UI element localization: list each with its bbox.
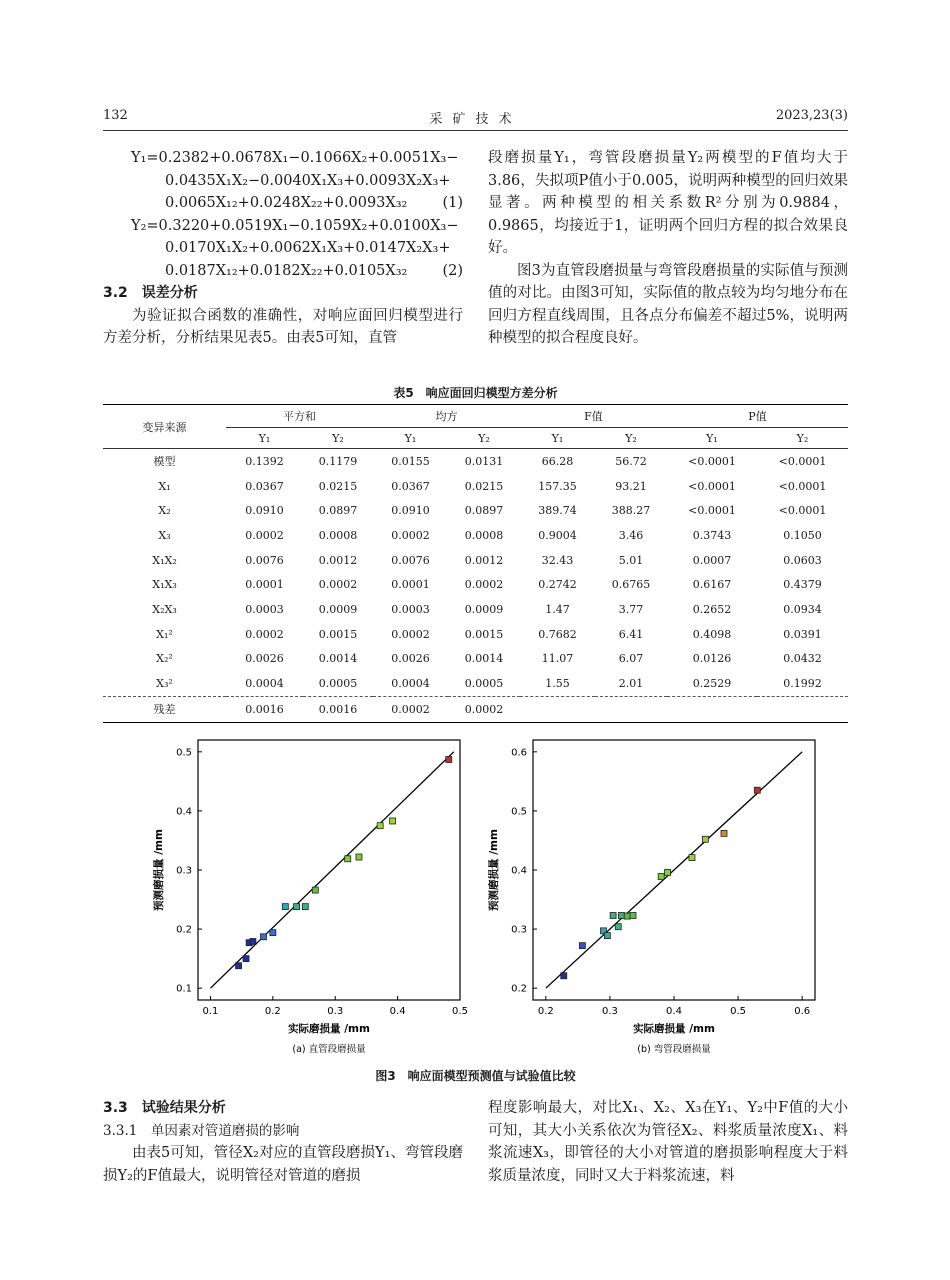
table-cell: 0.0002 [245, 528, 284, 542]
subheader-y2: Y₂ [625, 431, 637, 445]
chart-a-data-point [294, 904, 300, 910]
table-row [103, 548, 848, 573]
chart-b-y-axis-label: 预测磨损量 /mm [488, 829, 500, 911]
table-cell-source: X₃² [156, 677, 173, 691]
table-cell: 0.0076 [245, 553, 284, 567]
table-cell: 5.01 [618, 553, 644, 567]
chart-b-x-tick-label: 0.5 [730, 1006, 747, 1017]
table-cell: 0.0001 [245, 578, 284, 592]
table-cell: 0.6167 [692, 578, 732, 592]
subheader-y1: Y₁ [404, 431, 417, 445]
subheader-y1: Y₁ [706, 431, 718, 445]
chart-b-data-point [665, 869, 671, 875]
chart-b-data-point [618, 913, 624, 919]
equation-2-number: (2) [442, 262, 463, 279]
chart-a-straight-pipe [150, 735, 470, 1060]
table-row [103, 572, 848, 597]
table-cell: 0.0014 [318, 652, 358, 666]
chart-b-data-point [702, 836, 708, 842]
subheader-y2: Y₂ [478, 431, 490, 445]
chart-b-x-tick-label: 0.3 [601, 1006, 618, 1017]
subheader-y1: Y₁ [258, 431, 271, 445]
chart-a-data-point [356, 854, 362, 860]
table-cell: 56.72 [615, 454, 647, 468]
table-row [103, 597, 848, 622]
equation-2-line-2: 0.0170X₁X₂+0.0062X₁X₃+0.0147X₂X₃+ [165, 240, 451, 256]
table-cell: 2.01 [618, 677, 644, 691]
equation-1-line-2: 0.0435X₁X₂−0.0040X₁X₃+0.0093X₂X₃+ [165, 172, 451, 189]
chart-b-data-point [658, 874, 664, 880]
section-3-2-heading: 3.2 误差分析 [103, 285, 198, 301]
chart-a-x-tick-label: 0.5 [452, 1006, 468, 1017]
section-3-3-heading: 3.3 试验结果分析 [103, 1100, 226, 1116]
table-5-body [103, 449, 848, 697]
table-cell: 0.0367 [391, 479, 430, 493]
table-cell: 6.07 [618, 652, 644, 666]
table-5-caption: 表5 响应面回归模型方差分析 [393, 386, 558, 400]
table-cell: 0.0015 [464, 627, 504, 641]
subheader-y2: Y₂ [796, 431, 809, 445]
table-cell: <0.0001 [688, 479, 736, 493]
table-cell: 3.46 [618, 528, 644, 542]
chart-a-x-tick-label: 0.2 [264, 1006, 281, 1017]
table-cell: 0.0015 [318, 627, 358, 641]
table-cell: 0.0934 [783, 602, 822, 616]
left-column-bottom [103, 1097, 463, 1187]
table-header-source: 变异来源 [103, 405, 226, 449]
table-row [103, 671, 848, 696]
chart-a-x-tick-label: 0.4 [389, 1006, 406, 1017]
table-cell: 0.0005 [464, 677, 504, 691]
chart-b-data-point [604, 933, 610, 939]
table-5 [103, 404, 848, 723]
chart-b-panel-label: (b) 弯管段磨损量 [637, 1044, 711, 1055]
chart-b-x-axis-label: 实际磨损量 /mm [633, 1023, 715, 1035]
issue-info: 2023,23(3) [775, 108, 848, 123]
running-header [103, 108, 848, 131]
section-3-3-para-1: 由表5可知，管径X₂对应的直管段磨损Y₁、弯管段磨损Y₂的F值最大，说明管径对管道的磨损 [103, 1145, 463, 1184]
chart-b-y-tick-label: 0.3 [511, 924, 527, 936]
chart-b-bent-pipe [485, 735, 825, 1060]
chart-a-x-tick-label: 0.1 [202, 1006, 219, 1017]
chart-b-y-tick-label: 0.2 [511, 983, 527, 995]
table-cell: 0.0009 [318, 602, 358, 616]
table-cell: 0.0002 [391, 627, 430, 641]
chart-b-x-tick-label: 0.2 [537, 1006, 554, 1017]
table-cell: 0.0003 [245, 602, 284, 616]
table-cell: 0.0155 [391, 454, 430, 468]
table-row [103, 523, 848, 548]
table-cell: 66.28 [541, 454, 574, 468]
table-header-f-value: F值 [520, 405, 667, 428]
table-cell: 0.2652 [692, 602, 732, 616]
chart-a-y-tick-label: 0.3 [176, 865, 192, 877]
table-cell: 0.0126 [692, 652, 732, 666]
table-cell: 0.0131 [464, 454, 504, 468]
table-cell: 0.4098 [692, 627, 732, 641]
table-row [103, 622, 848, 647]
table-cell: <0.0001 [778, 504, 827, 518]
chart-b-x-tick-label: 0.6 [794, 1006, 811, 1017]
table-cell: 0.0005 [318, 677, 358, 691]
equation-2-line-3: 0.0187X₁₂+0.0182X₂₂+0.0105X₃₂ (2) [103, 260, 463, 283]
chart-a-data-point [282, 904, 288, 910]
page-number: 132 [103, 108, 128, 123]
table-cell: 0.6765 [611, 578, 651, 592]
table-cell: 0.4379 [783, 578, 822, 592]
table-cell: 0.0016 [303, 696, 373, 722]
table-cell: 0.0016 [226, 696, 303, 722]
table-cell-source: X₁X₂ [152, 553, 177, 567]
table-cell: <0.0001 [778, 454, 827, 468]
table-cell: 6.41 [618, 627, 644, 641]
table-cell: 0.0215 [464, 479, 504, 493]
table-header-p-value: P值 [667, 405, 848, 428]
table-row [103, 474, 848, 499]
subheader-y2: Y₂ [332, 431, 344, 445]
chart-a-fit-line [210, 752, 453, 988]
chart-a-data-point [446, 757, 452, 763]
table-cell: 0.1179 [318, 454, 358, 468]
chart-b-data-point [689, 855, 695, 861]
table-header-mean-square: 均方 [373, 405, 520, 428]
chart-b-x-tick-label: 0.4 [666, 1006, 682, 1017]
table-cell-source: X₁ [158, 479, 171, 493]
section-3-2-para-1: 为验证拟合函数的准确性，对响应面回归模型进行方差分析，分析结果见表5。由表5可知，直管 [103, 307, 463, 346]
chart-a-y-tick-label: 0.2 [176, 924, 192, 936]
chart-b-y-tick-label: 0.5 [511, 806, 527, 818]
table-cell: 0.0001 [391, 578, 430, 592]
table-cell-source: X₂X₃ [152, 602, 177, 616]
journal-name: 采矿技术 [429, 112, 522, 127]
right-column-top [488, 147, 848, 350]
table-cell: 0.1050 [783, 528, 822, 542]
table-cell-source: X₁X₃ [152, 578, 177, 592]
chart-b-data-point [561, 973, 567, 979]
table-cell: 0.0002 [448, 696, 520, 722]
table-cell: 0.0004 [391, 677, 430, 691]
table-cell: 0.0012 [464, 553, 504, 567]
chart-a-x-tick-label: 0.3 [327, 1006, 344, 1017]
table-cell: 0.7682 [538, 627, 577, 641]
chart-a-data-point [250, 939, 256, 945]
chart-a-data-point [377, 823, 383, 829]
equation-1-number: (1) [442, 195, 463, 211]
chart-a-y-tick-label: 0.5 [176, 747, 192, 759]
table-cell: 0.1992 [783, 677, 822, 691]
table-cell: 0.0003 [391, 602, 430, 616]
table-cell: 0.0004 [245, 677, 284, 691]
table-cell: 0.0002 [464, 578, 504, 592]
table-cell: 388.27 [611, 504, 651, 518]
chart-a-y-axis-label: 预测磨损量 /mm [153, 829, 165, 911]
chart-a-data-point [270, 930, 276, 936]
section-3-3-1-heading: 3.3.1 单因素对管道磨损的影响 [103, 1122, 300, 1139]
chart-a-data-point [261, 934, 267, 940]
table-cell: 0.0008 [464, 528, 504, 542]
section-3-2-para-1-continued: 段磨损量Y₁，弯管段磨损量Y₂两模型的F值均大于3.86，失拟项P值小于0.005，说明两种模型的回归效果显著。两种模型的相关系数R²分别为0.9884，0.9865，均接近于1，证明两个回归方程的拟合效果良好。 [488, 150, 848, 256]
table-cell: 93.21 [615, 479, 647, 493]
table-cell: 389.74 [538, 504, 577, 518]
section-3-3-para-1-continued: 程度影响最大，对比X₁、X₂、X₃在Y₁、Y₂中F值的大小可知，其大小关系依次为管径X₂、料浆质量浓度X₁、料浆流速X₃，即管径的大小对管道的磨损影响程度大于料浆质量浓度，同时又大于料浆流速，料 [488, 1100, 848, 1184]
chart-a-data-point [302, 904, 308, 910]
table-cell: 0.0009 [464, 602, 504, 616]
chart-b-fit-line [546, 752, 802, 988]
table-cell: 0.9004 [538, 528, 577, 542]
table-header-sum-of-squares: 平方和 [226, 405, 373, 428]
table-cell: 0.3743 [692, 528, 732, 542]
table-cell: 0.0002 [373, 696, 448, 722]
table-cell: 32.43 [541, 553, 574, 567]
chart-b-y-tick-label: 0.4 [511, 865, 527, 877]
equation-1-line-1: Y₁=0.2382+0.0678X₁−0.1066X₂+0.0051X₃− [131, 150, 459, 166]
equation-1-line-3: 0.0065X₁₂+0.0248X₂₂+0.0093X₃₂ (1) [103, 192, 463, 215]
chart-a-data-point [345, 856, 351, 862]
table-cell: 0.0897 [318, 504, 358, 518]
table-cell: 0.0910 [245, 504, 284, 518]
figure-3-caption: 图3 响应面模型预测值与试验值比较 [375, 1069, 576, 1083]
table-cell: <0.0001 [688, 504, 736, 518]
table-cell: 0.0002 [318, 578, 358, 592]
table-cell: 0.0002 [391, 528, 430, 542]
table-cell: 0.0367 [245, 479, 284, 493]
table-cell: 0.0008 [318, 528, 358, 542]
chart-a-data-point [243, 956, 249, 962]
right-column-bottom [488, 1097, 848, 1187]
chart-a-x-axis-label: 实际磨损量 /mm [288, 1023, 370, 1035]
table-cell: 0.0897 [464, 504, 504, 518]
table-cell: 0.0012 [318, 553, 358, 567]
table-cell: 0.0391 [783, 627, 822, 641]
chart-a-data-point [312, 887, 318, 893]
chart-a-panel-label: (a) 直管段磨损量 [292, 1044, 366, 1055]
table-cell-source: 模型 [153, 455, 176, 469]
chart-b-data-point [579, 943, 585, 949]
table-cell: 0.1392 [245, 454, 284, 468]
chart-b-data-point [754, 787, 760, 793]
table-cell: 0.0014 [464, 652, 504, 666]
table-cell: <0.0001 [778, 479, 827, 493]
chart-a-data-point [236, 963, 242, 969]
table-cell-source: X₃ [158, 528, 171, 542]
table-cell-source: X₁² [156, 627, 173, 641]
table-cell-source: X₂² [156, 652, 173, 666]
chart-b-data-point [630, 913, 636, 919]
table-row-residual [103, 696, 848, 722]
chart-b-data-point [624, 913, 630, 919]
chart-b-y-tick-label: 0.6 [511, 747, 527, 759]
table-cell: 0.2529 [692, 677, 732, 691]
subheader-y1: Y₁ [551, 431, 564, 445]
chart-b-data-point [721, 830, 727, 836]
table-cell: 0.0076 [391, 553, 430, 567]
table-row [103, 498, 848, 523]
table-cell: 0.2742 [538, 578, 577, 592]
table-cell: 0.0007 [692, 553, 732, 567]
table-cell: 0.0603 [783, 553, 822, 567]
table-cell: 0.0026 [245, 652, 284, 666]
table-cell: 0.0432 [783, 652, 822, 666]
table-cell: 0.0215 [318, 479, 358, 493]
table-cell: 1.55 [545, 677, 570, 691]
equation-2-line-1: Y₂=0.3220+0.0519X₁−0.1059X₂+0.0100X₃− [131, 217, 459, 234]
table-cell: <0.0001 [688, 454, 736, 468]
table-cell-source: 残差 [103, 696, 226, 722]
chart-a-data-point [390, 818, 396, 824]
table-cell-source: X₂ [158, 504, 171, 518]
table-cell: 3.77 [618, 602, 644, 616]
table-cell: 1.47 [545, 602, 570, 616]
table-row [103, 449, 848, 474]
left-column-top [103, 147, 463, 350]
table-row [103, 647, 848, 672]
table-cell: 11.07 [541, 652, 574, 666]
chart-a-y-tick-label: 0.4 [176, 806, 192, 818]
chart-a-y-tick-label: 0.1 [176, 983, 192, 995]
chart-a-plot-frame [198, 740, 460, 1000]
table-cell: 0.0026 [391, 652, 430, 666]
chart-b-data-point [615, 924, 621, 930]
table-cell: 157.35 [538, 479, 577, 493]
table-cell: 0.0002 [245, 627, 284, 641]
table-cell: 0.0910 [391, 504, 430, 518]
chart-b-data-point [610, 913, 616, 919]
section-3-2-para-2: 图3为直管段磨损量与弯管段磨损量的实际值与预测值的对比。由图3可知，实际值的散点较为均匀地分布在回归方程直线周围，且各点分布偏差不超过5%，说明两种模型的拟合程度良好。 [488, 262, 848, 346]
